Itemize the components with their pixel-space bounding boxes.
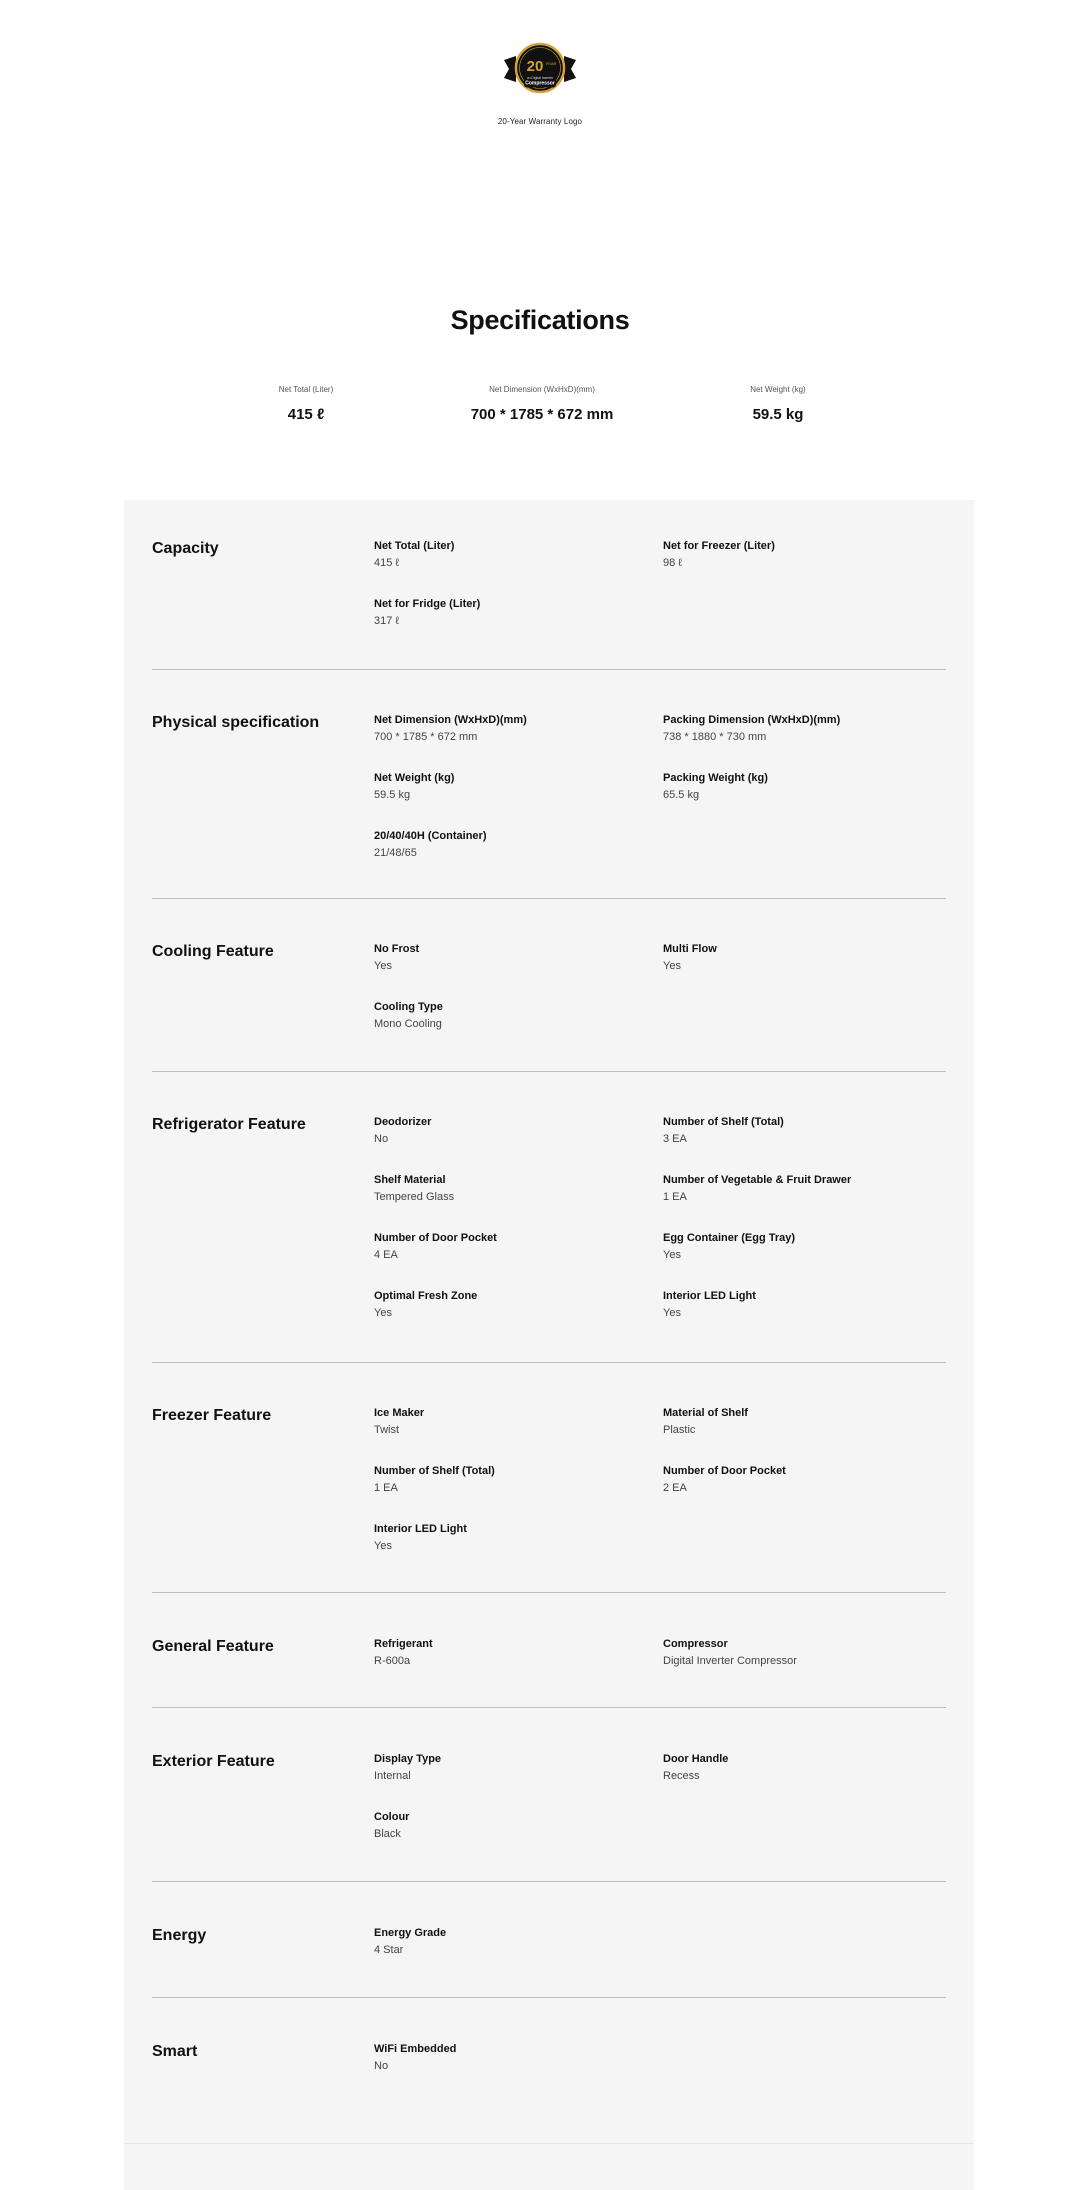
section-divider — [152, 1881, 946, 1882]
field-value: 2 EA — [663, 1482, 687, 1494]
field-label: No Frost — [374, 943, 420, 955]
spec-field — [374, 1290, 654, 1319]
section-title: Exterior Feature — [152, 1753, 275, 1770]
field-value: Yes — [374, 1307, 392, 1319]
field-label: Number of Vegetable & Fruit Drawer — [663, 1174, 852, 1186]
field-label: Multi Flow — [663, 943, 717, 955]
spec-field — [663, 714, 943, 743]
section-title: Physical specification — [152, 714, 320, 731]
summary-label: Net Dimension (WxHxD)(mm) — [489, 385, 595, 394]
spec-field — [374, 1638, 654, 1667]
field-value: No — [374, 1133, 389, 1145]
spec-field — [374, 830, 654, 859]
spec-detail-panel — [124, 500, 974, 2190]
spec-field — [374, 772, 654, 801]
field-label: Cooling Type — [374, 1001, 443, 1013]
spec-field — [374, 1465, 654, 1494]
spec-field — [374, 1927, 654, 1956]
field-label: WiFi Embedded — [374, 2043, 457, 2055]
field-value: Black — [374, 1828, 401, 1840]
field-label: Colour — [374, 1811, 410, 1823]
field-value: Recess — [663, 1770, 700, 1782]
field-value: 3 EA — [663, 1133, 687, 1145]
field-label: Interior LED Light — [663, 1290, 756, 1302]
field-value: 21/48/65 — [374, 847, 417, 859]
field-value: 4 EA — [374, 1249, 398, 1261]
field-value: 98 ℓ — [663, 557, 682, 569]
field-label: Compressor — [663, 1638, 728, 1650]
field-label: Egg Container (Egg Tray) — [663, 1232, 796, 1244]
field-label: Deodorizer — [374, 1116, 432, 1128]
section-title: Freezer Feature — [152, 1407, 272, 1424]
spec-field — [663, 1753, 943, 1782]
section-title: Energy — [152, 1927, 207, 1944]
field-value: 415 ℓ — [374, 557, 399, 569]
badge-small-text: YEAR — [545, 61, 557, 66]
badge-line2: Compressor — [525, 80, 555, 87]
field-label: Number of Door Pocket — [663, 1465, 786, 1477]
spec-field — [374, 1753, 654, 1782]
field-value: Tempered Glass — [374, 1191, 455, 1203]
field-label: 20/40/40H (Container) — [374, 830, 487, 842]
field-label: Energy Grade — [374, 1927, 447, 1939]
field-value: Plastic — [663, 1424, 696, 1436]
spec-field — [374, 943, 654, 972]
field-value: 59.5 kg — [374, 789, 411, 801]
spec-field — [374, 1174, 654, 1203]
badge-line1: on Digital Inverter — [526, 76, 554, 80]
summary-net-weight — [628, 385, 928, 423]
spec-field — [374, 540, 654, 569]
field-value: Yes — [374, 960, 392, 972]
spec-field — [374, 2043, 654, 2072]
field-value: No — [374, 2060, 389, 2072]
field-value: 65.5 kg — [663, 789, 700, 801]
field-value: 700 * 1785 * 672 mm — [374, 731, 478, 743]
section-divider — [152, 1592, 946, 1593]
section-divider — [152, 898, 946, 899]
section-title: Cooling Feature — [152, 943, 274, 960]
summary-label: Net Weight (kg) — [750, 385, 806, 394]
spec-field — [663, 1174, 943, 1203]
spec-field — [663, 1465, 943, 1494]
spec-field — [374, 1001, 654, 1030]
section-title: General Feature — [152, 1638, 274, 1655]
field-label: Material of Shelf — [663, 1407, 748, 1419]
spec-field — [663, 540, 943, 569]
field-label: Display Type — [374, 1753, 442, 1765]
field-label: Net for Freezer (Liter) — [663, 540, 775, 552]
section-title: Refrigerator Feature — [152, 1116, 306, 1133]
section-title: Smart — [152, 2043, 198, 2060]
field-value: Digital Inverter Compressor — [663, 1655, 797, 1667]
field-value: Yes — [663, 960, 681, 972]
section-divider — [152, 669, 946, 670]
spec-field — [374, 598, 654, 627]
spec-field — [374, 714, 654, 743]
spec-field — [663, 1638, 943, 1667]
field-value: Yes — [663, 1249, 681, 1261]
field-value: 317 ℓ — [374, 615, 399, 627]
spec-field — [374, 1232, 654, 1261]
field-value: R-600a — [374, 1655, 411, 1667]
specifications-title: Specifications — [450, 305, 630, 335]
field-label: Optimal Fresh Zone — [374, 1290, 478, 1302]
section-divider — [152, 1071, 946, 1072]
panel-bottom-divider — [124, 2143, 974, 2144]
spec-field — [663, 1290, 943, 1319]
summary-value: 59.5 kg — [752, 406, 804, 423]
field-label: Interior LED Light — [374, 1523, 467, 1535]
section-divider — [152, 1997, 946, 1998]
warranty-logo-block — [0, 38, 1080, 126]
summary-value: 415 ℓ — [287, 406, 325, 423]
field-label: Number of Shelf (Total) — [374, 1465, 495, 1477]
field-value: 738 * 1880 * 730 mm — [663, 731, 767, 743]
spec-field — [374, 1523, 654, 1552]
field-label: Net Dimension (WxHxD)(mm) — [374, 714, 527, 726]
summary-label: Net Total (Liter) — [278, 385, 334, 394]
spec-field — [663, 772, 943, 801]
section-title: Capacity — [152, 540, 219, 557]
field-label: Net Weight (kg) — [374, 772, 455, 784]
field-value: Twist — [374, 1424, 400, 1436]
spec-field — [374, 1116, 654, 1145]
field-value: 4 Star — [374, 1944, 404, 1956]
field-label: Net Total (Liter) — [374, 540, 455, 552]
field-value: Internal — [374, 1770, 411, 1782]
warranty-badge-icon — [500, 38, 580, 98]
field-label: Shelf Material — [374, 1174, 446, 1186]
badge-number: 20 — [526, 58, 544, 75]
spec-field — [374, 1811, 654, 1840]
field-label: Ice Maker — [374, 1407, 425, 1419]
section-divider — [152, 1707, 946, 1708]
spec-field — [663, 943, 943, 972]
field-label: Number of Shelf (Total) — [663, 1116, 784, 1128]
field-label: Refrigerant — [374, 1638, 433, 1650]
field-label: Door Handle — [663, 1753, 729, 1765]
spec-field — [374, 1407, 654, 1436]
logo-caption: 20-Year Warranty Logo — [497, 117, 583, 126]
spec-field — [663, 1116, 943, 1145]
field-value: Yes — [374, 1540, 392, 1552]
spec-field — [663, 1407, 943, 1436]
field-label: Number of Door Pocket — [374, 1232, 497, 1244]
field-label: Packing Dimension (WxHxD)(mm) — [663, 714, 841, 726]
section-divider — [152, 1362, 946, 1363]
spec-field — [663, 1232, 943, 1261]
field-value: 1 EA — [663, 1191, 687, 1203]
field-value: Mono Cooling — [374, 1018, 442, 1030]
field-value: 1 EA — [374, 1482, 398, 1494]
field-label: Packing Weight (kg) — [663, 772, 768, 784]
field-value: Yes — [663, 1307, 681, 1319]
field-label: Net for Fridge (Liter) — [374, 598, 481, 610]
summary-value: 700 * 1785 * 672 mm — [470, 406, 614, 423]
